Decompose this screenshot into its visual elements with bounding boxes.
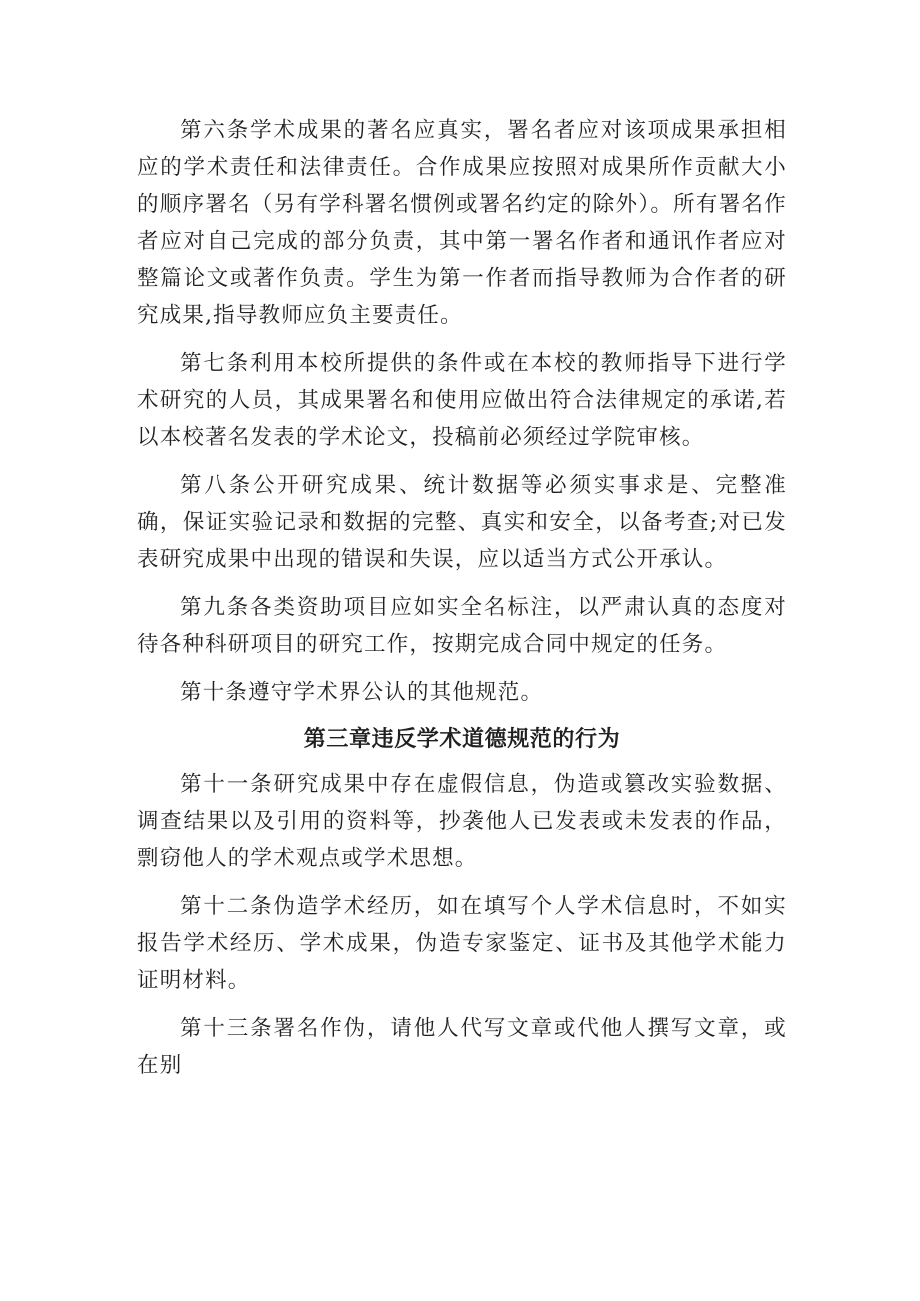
document-body bbox=[137, 112, 787, 1095]
article-7-paragraph: 第七条利用本校所提供的条件或在本校的教师指导下进行学术研究的人员，其成果署名和使用应做出符合法律规定的承诺,若以本校著名发表的学术论文，投稿前必须经过学院审核。 bbox=[137, 351, 787, 450]
article-9-paragraph: 第九条各类资助项目应如实全名标注，以严肃认真的态度对待各种科研项目的研究工作，按期完成合同中规定的任务。 bbox=[137, 595, 787, 657]
article-13-paragraph: 第十三条署名作伪，请他人代写文章或代他人撰写文章，或在别 bbox=[137, 1016, 787, 1078]
chapter-heading: 第三章违反学术道德规范的行为 bbox=[303, 727, 621, 752]
article-10-paragraph: 第十条遵守学术界公认的其他规范。 bbox=[180, 680, 544, 705]
article-12-paragraph: 第十二条伪造学术经历，如在填写个人学术信息时，不如实报告学术经历、学术成果，伪造专家鉴定、证书及其他学术能力证明材料。 bbox=[137, 894, 787, 993]
article-6-paragraph: 第六条学术成果的著名应真实，署名者应对该项成果承担相应的学术责任和法律责任。合作成果应按照对成果所作贡献大小的顺序署名（另有学科署名惯例或署名约定的除外）。所有署名作者应对自己完成的部分负责，其中第一署名作者和通讯作者应对整篇论文或著作负责。学生为第一作者而指导教师为合作者的研究成果,指导教师应负主要责任。 bbox=[137, 118, 787, 328]
article-8-paragraph: 第八条公开研究成果、统计数据等必须实事求是、完整准确，保证实验记录和数据的完整、真实和安全，以备考查;对已发表研究成果中出现的错误和失误，应以适当方式公开承认。 bbox=[137, 473, 787, 572]
article-11-paragraph: 第十一条研究成果中存在虚假信息，伪造或篡改实验数据、调查结果以及引用的资料等，抄袭他人已发表或未发表的作品，剽窃他人的学术观点或学术思想。 bbox=[137, 772, 787, 871]
